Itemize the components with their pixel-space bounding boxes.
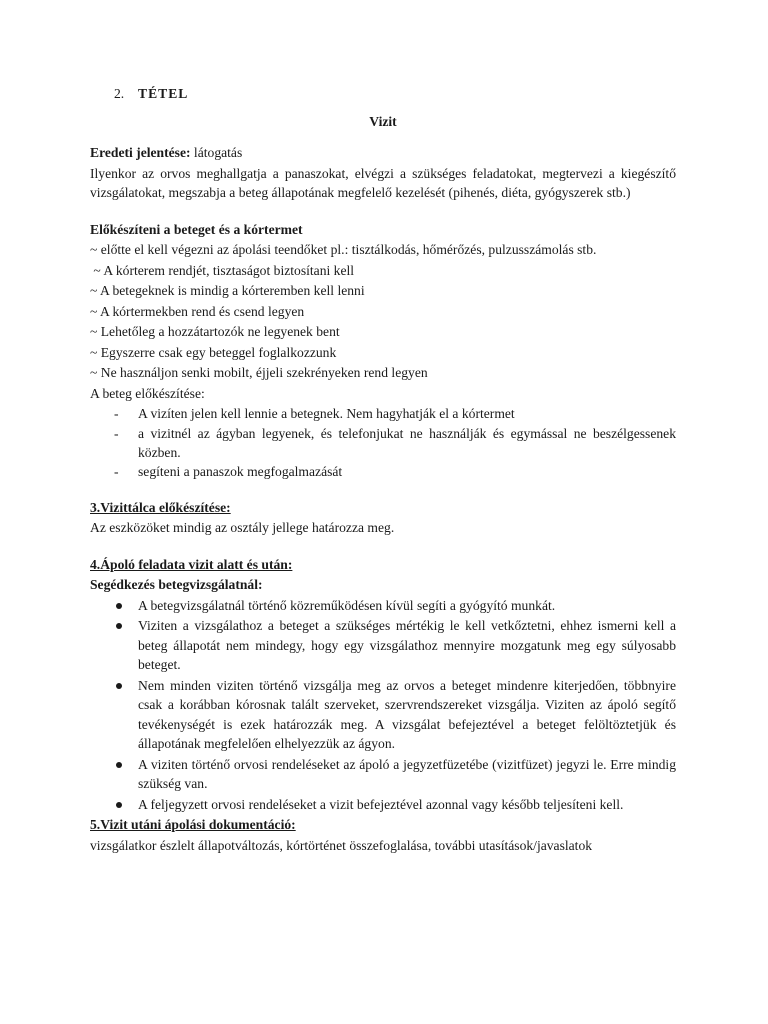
list-item-text: A betegvizsgálatnál történő közreműködésen kívül segíti a gyógyító munkát. [138, 597, 556, 613]
prep-item: ~ A kórterem rendjét, tisztaságot biztosítani kell [90, 262, 355, 278]
patient-prep-label: A beteg előkészítése: [90, 385, 205, 401]
list-item-text: segíteni a panaszok megfogalmazását [138, 464, 343, 479]
list-item [90, 755, 676, 794]
heading-number: 2. [114, 86, 125, 101]
prep-title: Előkészíteni a beteget és a kórtermet [90, 221, 303, 237]
bullet-icon [116, 623, 122, 629]
section4-subtitle: Segédkezés betegvizsgálatnál: [90, 577, 263, 592]
intro-line [90, 143, 676, 164]
list-item [90, 616, 676, 675]
prep-item: ~ Ne használjon senki mobilt, éjjeli szekrényeken rend legyen [90, 365, 428, 380]
list-item-text: A vizíten jelen kell lennie a betegnek. Nem hagyhatják el a kórtermet [138, 406, 515, 421]
list-item-text: a vizitnél az ágyban legyenek, és telefonjukat ne használják és egymással ne beszélgessenek közben. [138, 425, 676, 460]
section5-text: vizsgálatkor észlelt állapotváltozás, kórtörténet összefoglalása, további utasítások/javaslatok [90, 837, 593, 853]
prep-item: ~ A betegeknek is mindig a kórteremben kell lenni [90, 283, 365, 298]
list-item [90, 596, 676, 616]
list-item [90, 795, 676, 815]
dash-marker: - [114, 464, 119, 479]
tetel-heading [90, 84, 676, 105]
section3-title: 3.Vizittálca előkészítése: [90, 499, 231, 515]
section3-text: Az eszközöket mindig az osztály jellege határozza meg. [90, 520, 395, 535]
list-item [90, 676, 676, 754]
section4-title: 4.Ápoló feladata vizit alatt és után: [90, 556, 293, 572]
intro-paragraph: Ilyenkor az orvos meghallgatja a panaszokat, elvégzi a szükséges feladatokat, megtervezi a kiegészítő vizsgálatokat, megszabja a beteg állapotának megfelelő kezelését (pihenés, diéta, gyógyszerek stb.) [90, 165, 676, 200]
document-page [90, 84, 676, 856]
list-item [90, 404, 676, 423]
list-item-text: Nem minden viziten történő vizsgálja meg az orvos a beteget mindenre kiterjedően, többnyire csak a korábban kórosnak talált szerveket, szervrendszereket vizsgálja. Viziten az ápoló segítő tevékenységét is ezek határozzák meg. A vizsgálat befejeztével a beteget felöltöztetjük és állapotának megfelelően elhelyezzük az ágyon. [138, 677, 676, 751]
bullet-icon [116, 683, 122, 689]
prep-item: ~ Lehetőleg a hozzátartozók ne legyenek bent [90, 324, 340, 339]
prep-item: ~ A kórtermekben rend és csend legyen [90, 303, 305, 319]
prep-item: ~ előtte el kell végezni az ápolási teendőket pl.: tisztálkodás, hőmérőzés, pulzusszámolás stb. [90, 242, 597, 257]
dash-marker: - [114, 425, 119, 441]
list-item-text: A feljegyzett orvosi rendeléseket a vizit befejeztével azonnal vagy később teljesíteni kell. [138, 796, 624, 812]
list-item [90, 424, 676, 462]
intro-value: látogatás [190, 145, 243, 160]
page-title: Vizit [369, 114, 397, 129]
patient-prep-list [90, 404, 676, 481]
bullet-icon [116, 762, 122, 768]
dash-marker: - [114, 406, 119, 421]
list-item [90, 462, 676, 481]
bullet-icon [116, 802, 122, 808]
heading-title: TÉTEL [138, 86, 189, 101]
prep-item: ~ Egyszerre csak egy beteggel foglalkozzunk [90, 344, 337, 360]
bullet-icon [116, 603, 122, 609]
section5-title: 5.Vizit utáni ápolási dokumentáció: [90, 817, 296, 832]
section4-list [90, 596, 676, 815]
intro-label: Eredeti jelentése: [90, 145, 191, 160]
list-item-text: Viziten a vizsgálathoz a beteget a szükséges mértékig le kell vetkőztetni, ehhez ismerni kell a beteg állapotát nem mindegy, hogy egy vizsgálathoz mennyire mozgatunk meg egy súlyosabb beteget. [138, 618, 676, 672]
list-item-text: A viziten történő orvosi rendeléseket az ápoló a jegyzetfüzetébe (vizitfüzet) jegyzi le. Erre mindig szükség van. [138, 756, 676, 791]
